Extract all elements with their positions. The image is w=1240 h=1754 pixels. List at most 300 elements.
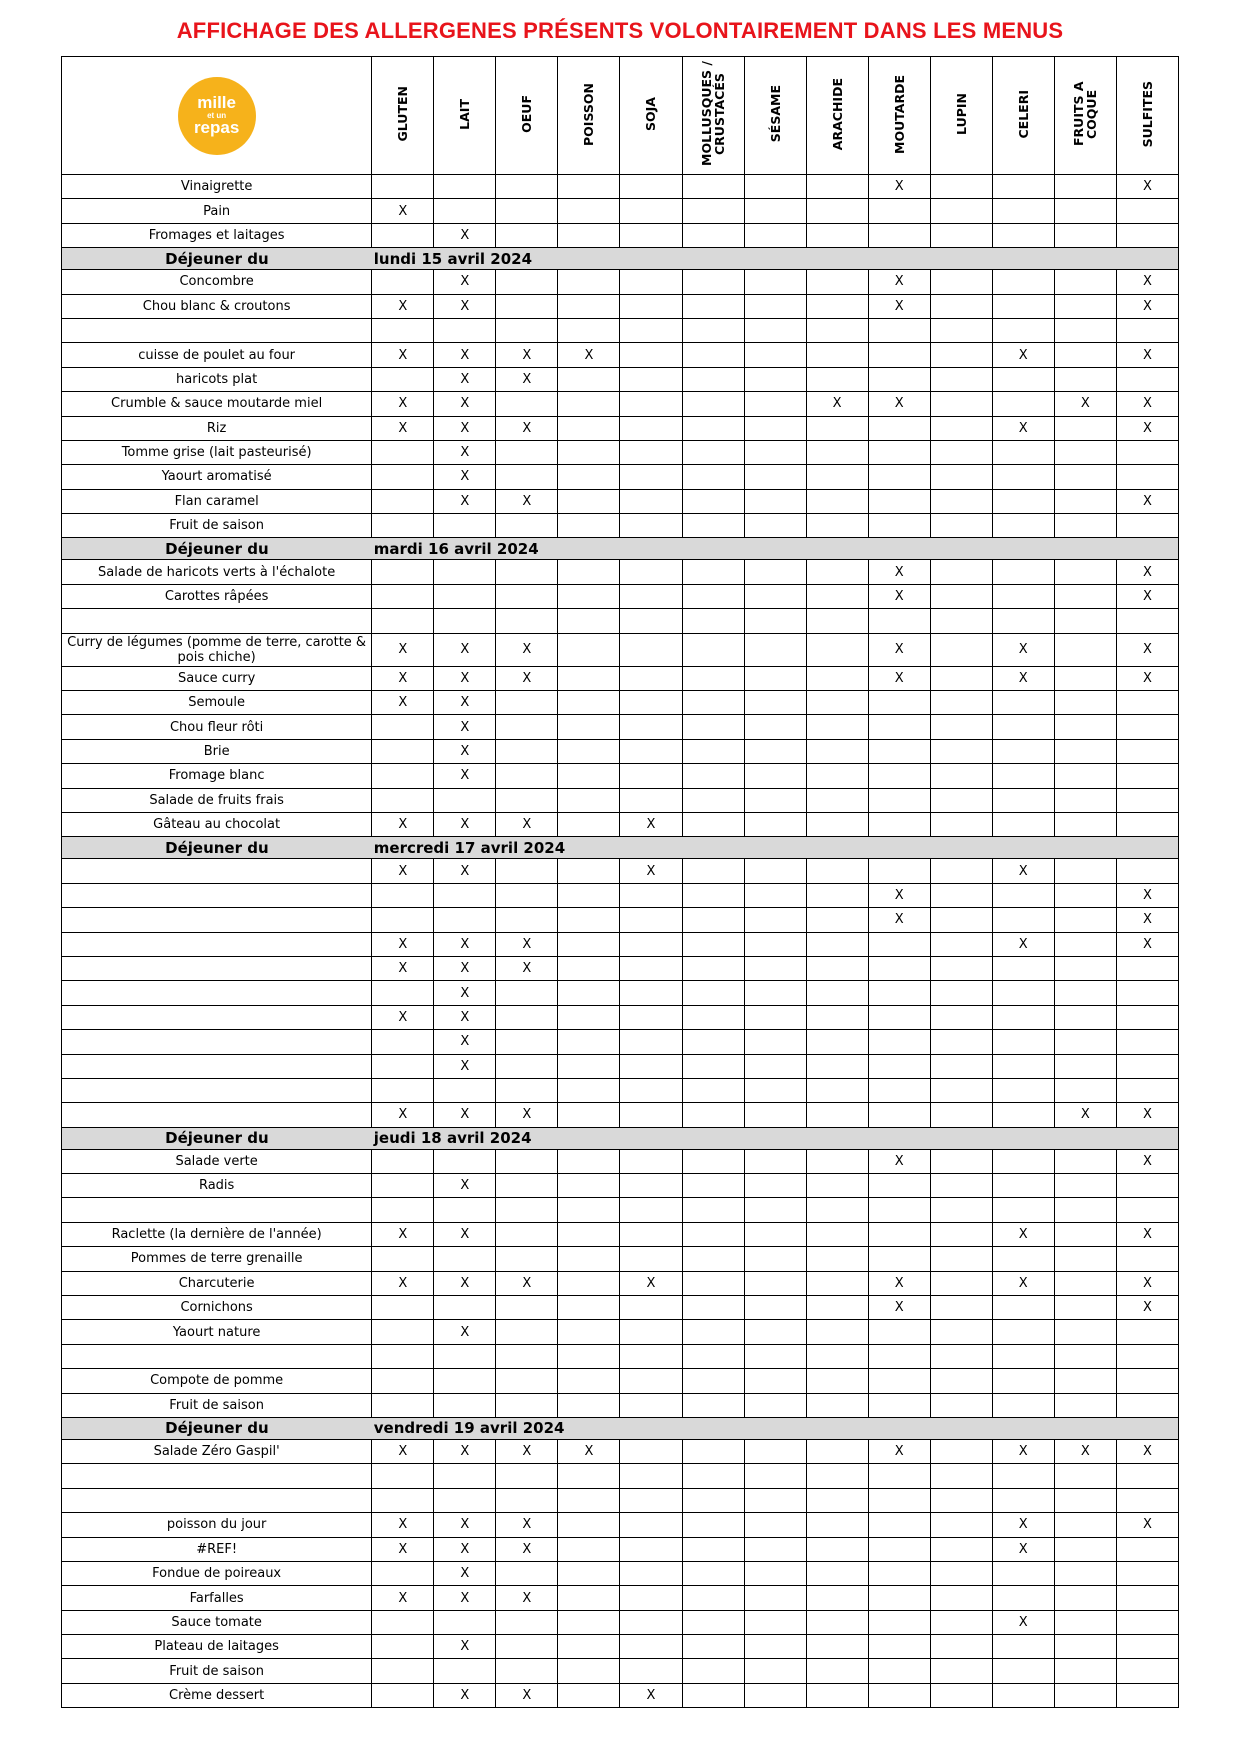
allergen-mark: X <box>434 1561 496 1585</box>
allergen-mark <box>558 270 620 294</box>
allergen-mark <box>1054 1320 1116 1344</box>
dish-name <box>62 956 372 980</box>
allergen-mark <box>806 666 868 690</box>
allergen-mark <box>620 666 682 690</box>
allergen-mark <box>868 1054 930 1078</box>
allergen-mark: X <box>992 1610 1054 1634</box>
allergen-mark <box>992 199 1054 223</box>
allergen-mark <box>620 1222 682 1246</box>
allergen-mark <box>992 788 1054 812</box>
allergen-mark <box>620 1561 682 1585</box>
allergen-mark <box>744 416 806 440</box>
allergen-header <box>930 57 992 175</box>
table-row <box>62 1513 1179 1537</box>
table-row <box>62 932 1179 956</box>
allergen-mark <box>496 584 558 608</box>
allergen-mark: X <box>372 416 434 440</box>
allergen-mark <box>930 270 992 294</box>
allergen-mark <box>930 440 992 464</box>
allergen-mark <box>372 1635 434 1659</box>
dish-name: Chou fleur rôti <box>62 715 372 739</box>
allergen-mark <box>1054 1393 1116 1417</box>
allergen-mark: X <box>1116 294 1178 318</box>
allergen-mark <box>496 1464 558 1488</box>
allergen-mark <box>434 908 496 932</box>
allergen-mark <box>372 560 434 584</box>
allergen-header <box>992 57 1054 175</box>
allergen-mark <box>806 1393 868 1417</box>
table-row <box>62 715 1179 739</box>
allergen-mark <box>1054 715 1116 739</box>
allergen-mark <box>682 416 744 440</box>
allergen-mark <box>1116 1683 1178 1707</box>
allergen-mark <box>620 489 682 513</box>
allergen-mark <box>558 1513 620 1537</box>
allergen-mark <box>1116 1393 1178 1417</box>
allergen-mark <box>744 956 806 980</box>
table-row <box>62 392 1179 416</box>
allergen-mark <box>992 1174 1054 1198</box>
allergen-mark <box>992 367 1054 391</box>
allergen-mark <box>1116 1488 1178 1512</box>
allergen-mark <box>496 1078 558 1102</box>
allergen-mark <box>1116 715 1178 739</box>
allergen-mark <box>372 883 434 907</box>
allergen-mark <box>682 1247 744 1271</box>
allergen-mark: X <box>1116 489 1178 513</box>
allergen-mark <box>744 223 806 247</box>
allergen-mark <box>992 691 1054 715</box>
allergen-mark <box>806 1320 868 1344</box>
allergen-mark: X <box>558 343 620 367</box>
allergen-mark <box>1116 440 1178 464</box>
dish-name <box>62 981 372 1005</box>
allergen-mark <box>372 1344 434 1368</box>
allergen-mark <box>1054 1222 1116 1246</box>
allergen-mark <box>992 392 1054 416</box>
allergen-mark <box>806 1030 868 1054</box>
allergen-mark <box>930 609 992 633</box>
allergen-mark <box>744 1054 806 1078</box>
allergen-mark <box>744 1005 806 1029</box>
allergen-mark <box>806 1078 868 1102</box>
dish-name: Salade de haricots verts à l'échalote <box>62 560 372 584</box>
allergen-mark <box>434 1369 496 1393</box>
allergen-mark <box>682 175 744 199</box>
allergen-mark <box>744 1078 806 1102</box>
allergen-header-label: LAIT <box>457 98 473 130</box>
allergen-mark <box>682 1320 744 1344</box>
allergen-mark <box>744 392 806 416</box>
allergen-mark: X <box>496 1513 558 1537</box>
allergen-mark <box>806 1488 868 1512</box>
allergen-mark <box>558 812 620 836</box>
allergen-mark <box>930 1030 992 1054</box>
allergen-mark <box>1116 1247 1178 1271</box>
allergen-mark <box>930 560 992 584</box>
dish-name: Charcuterie <box>62 1271 372 1295</box>
allergen-mark: X <box>434 1103 496 1127</box>
allergen-mark: X <box>434 1222 496 1246</box>
allergen-mark <box>1116 1537 1178 1561</box>
allergen-mark: X <box>1116 1439 1178 1463</box>
allergen-mark <box>620 199 682 223</box>
allergen-mark <box>992 1464 1054 1488</box>
allergen-mark <box>1116 367 1178 391</box>
allergen-mark <box>744 739 806 763</box>
allergen-mark <box>496 514 558 538</box>
allergen-mark <box>806 1537 868 1561</box>
table-row <box>62 691 1179 715</box>
allergen-mark <box>868 1198 930 1222</box>
dish-name <box>62 908 372 932</box>
dish-name <box>62 1030 372 1054</box>
allergen-mark <box>806 1198 868 1222</box>
allergen-mark: X <box>496 633 558 666</box>
allergen-mark <box>496 883 558 907</box>
allergen-mark <box>806 584 868 608</box>
allergen-mark <box>620 416 682 440</box>
allergen-mark <box>930 343 992 367</box>
allergen-mark <box>992 1586 1054 1610</box>
allergen-mark <box>868 1247 930 1271</box>
allergen-mark <box>744 318 806 342</box>
allergen-mark <box>682 1439 744 1463</box>
allergen-mark: X <box>372 1222 434 1246</box>
allergen-mark <box>1116 465 1178 489</box>
allergen-mark <box>620 1320 682 1344</box>
allergen-mark <box>992 270 1054 294</box>
table-row <box>62 609 1179 633</box>
allergen-mark <box>992 318 1054 342</box>
dish-name: Curry de légumes (pomme de terre, carotte & pois chiche) <box>62 633 372 666</box>
allergen-mark <box>806 691 868 715</box>
allergen-mark <box>930 1369 992 1393</box>
allergen-mark <box>558 609 620 633</box>
allergen-mark <box>372 1369 434 1393</box>
allergen-mark <box>620 1198 682 1222</box>
allergen-mark <box>372 1296 434 1320</box>
table-row <box>62 1561 1179 1585</box>
allergen-header <box>744 57 806 175</box>
allergen-mark: X <box>992 1439 1054 1463</box>
allergen-mark <box>1116 1659 1178 1683</box>
dish-name <box>62 1198 372 1222</box>
allergen-mark <box>992 908 1054 932</box>
allergen-mark <box>620 584 682 608</box>
allergen-mark <box>930 1513 992 1537</box>
allergen-mark: X <box>868 1439 930 1463</box>
allergen-mark <box>744 1464 806 1488</box>
allergen-mark <box>496 981 558 1005</box>
allergen-mark <box>496 1198 558 1222</box>
table-row <box>62 1247 1179 1271</box>
allergen-mark <box>372 1610 434 1634</box>
allergen-mark <box>744 1030 806 1054</box>
allergen-mark <box>682 859 744 883</box>
allergen-mark <box>1116 1635 1178 1659</box>
allergen-mark <box>744 1149 806 1173</box>
day-label: Déjeuner du <box>62 1127 372 1149</box>
allergen-mark <box>1116 1369 1178 1393</box>
allergen-mark <box>682 908 744 932</box>
table-row <box>62 1369 1179 1393</box>
allergen-mark <box>930 1054 992 1078</box>
allergen-mark <box>868 1103 930 1127</box>
table-row <box>62 1103 1179 1127</box>
allergen-mark <box>930 1635 992 1659</box>
dish-name: Chou blanc & croutons <box>62 294 372 318</box>
allergen-mark <box>372 175 434 199</box>
allergen-mark <box>1054 1149 1116 1173</box>
allergen-mark: X <box>434 1683 496 1707</box>
allergen-mark: X <box>868 560 930 584</box>
allergen-mark <box>620 392 682 416</box>
allergen-mark <box>434 1344 496 1368</box>
allergen-mark <box>806 270 868 294</box>
allergen-mark <box>1054 1610 1116 1634</box>
allergen-mark <box>1054 1030 1116 1054</box>
allergen-mark <box>372 715 434 739</box>
dish-name: Fromages et laitages <box>62 223 372 247</box>
allergen-mark <box>372 764 434 788</box>
allergen-mark: X <box>868 633 930 666</box>
allergen-mark: X <box>868 908 930 932</box>
allergen-mark <box>1054 1537 1116 1561</box>
allergen-header-label: GLUTEN <box>395 86 411 142</box>
allergen-mark <box>682 367 744 391</box>
allergen-mark: X <box>1116 1103 1178 1127</box>
allergen-mark <box>868 514 930 538</box>
dish-name: Salade Zéro Gaspil' <box>62 1439 372 1463</box>
allergen-mark <box>930 812 992 836</box>
dish-name: Pain <box>62 199 372 223</box>
allergen-mark <box>744 489 806 513</box>
allergen-mark: X <box>868 392 930 416</box>
allergen-mark <box>1116 739 1178 763</box>
allergen-mark <box>930 1488 992 1512</box>
allergen-mark: X <box>1116 932 1178 956</box>
table-row <box>62 1439 1179 1463</box>
allergen-mark: X <box>434 932 496 956</box>
allergen-mark: X <box>434 764 496 788</box>
dish-name: Farfalles <box>62 1586 372 1610</box>
dish-name: Salade verte <box>62 1149 372 1173</box>
allergen-mark <box>1054 1296 1116 1320</box>
allergen-mark <box>682 609 744 633</box>
allergen-mark <box>682 1683 744 1707</box>
allergen-mark <box>806 764 868 788</box>
allergen-mark <box>868 1222 930 1246</box>
allergen-mark <box>806 1222 868 1246</box>
table-row <box>62 859 1179 883</box>
allergen-mark <box>744 1369 806 1393</box>
table-row <box>62 343 1179 367</box>
allergen-mark <box>558 584 620 608</box>
allergen-mark <box>1054 932 1116 956</box>
allergen-mark <box>558 294 620 318</box>
allergen-mark <box>1054 175 1116 199</box>
allergen-mark: X <box>992 343 1054 367</box>
dish-name: Radis <box>62 1174 372 1198</box>
table-row <box>62 416 1179 440</box>
allergen-mark <box>558 1488 620 1512</box>
allergen-mark <box>558 715 620 739</box>
allergen-mark: X <box>992 666 1054 690</box>
day-label: Déjeuner du <box>62 248 372 270</box>
allergen-mark <box>558 1344 620 1368</box>
allergen-mark <box>930 514 992 538</box>
allergen-mark <box>1054 1464 1116 1488</box>
day-date: mercredi 17 avril 2024 <box>372 837 1179 859</box>
allergen-mark <box>992 489 1054 513</box>
allergen-mark <box>806 175 868 199</box>
allergen-mark: X <box>434 1271 496 1295</box>
day-header-row <box>62 1127 1179 1149</box>
dish-name: Yaourt nature <box>62 1320 372 1344</box>
allergen-mark <box>1054 1683 1116 1707</box>
allergen-mark: X <box>434 367 496 391</box>
allergen-mark <box>682 560 744 584</box>
allergen-mark: X <box>434 812 496 836</box>
allergen-mark: X <box>434 343 496 367</box>
allergen-mark <box>620 1078 682 1102</box>
allergen-mark <box>868 343 930 367</box>
allergen-mark <box>682 981 744 1005</box>
allergen-mark <box>930 1174 992 1198</box>
allergen-mark <box>620 1610 682 1634</box>
allergen-mark <box>806 981 868 1005</box>
allergen-mark <box>372 489 434 513</box>
allergen-mark <box>744 932 806 956</box>
allergen-mark <box>496 691 558 715</box>
dish-name: Plateau de laitages <box>62 1635 372 1659</box>
table-row <box>62 1610 1179 1634</box>
allergen-mark <box>992 1149 1054 1173</box>
allergen-header-label: MOUTARDE <box>891 74 907 154</box>
allergen-mark <box>1054 1635 1116 1659</box>
allergen-mark <box>682 1369 744 1393</box>
allergen-mark <box>620 270 682 294</box>
allergen-mark <box>682 666 744 690</box>
allergen-mark <box>744 1344 806 1368</box>
allergen-mark <box>1054 514 1116 538</box>
allergen-mark: X <box>434 223 496 247</box>
allergen-mark <box>992 440 1054 464</box>
allergen-mark <box>806 1659 868 1683</box>
allergen-mark <box>558 932 620 956</box>
allergen-mark <box>868 932 930 956</box>
allergen-mark <box>620 1393 682 1417</box>
allergen-mark: X <box>868 1296 930 1320</box>
allergen-mark: X <box>496 932 558 956</box>
dish-name <box>62 1054 372 1078</box>
allergen-mark: X <box>1054 392 1116 416</box>
allergen-mark <box>682 1659 744 1683</box>
allergen-mark: X <box>496 1537 558 1561</box>
allergen-mark <box>434 560 496 584</box>
allergen-mark <box>372 788 434 812</box>
allergen-mark <box>620 1464 682 1488</box>
allergen-mark <box>930 1464 992 1488</box>
allergen-mark <box>372 1030 434 1054</box>
allergen-mark <box>620 318 682 342</box>
allergen-mark: X <box>868 175 930 199</box>
allergen-mark <box>682 715 744 739</box>
allergen-mark <box>372 367 434 391</box>
dish-name: Pommes de terre grenaille <box>62 1247 372 1271</box>
allergen-mark <box>930 1222 992 1246</box>
allergen-mark <box>620 1513 682 1537</box>
allergen-mark <box>806 859 868 883</box>
allergen-mark <box>868 981 930 1005</box>
dish-name: haricots plat <box>62 367 372 391</box>
allergen-mark <box>1054 1488 1116 1512</box>
allergen-mark <box>806 416 868 440</box>
allergen-mark <box>1116 609 1178 633</box>
allergen-mark: X <box>372 859 434 883</box>
allergen-mark: X <box>372 666 434 690</box>
allergen-mark <box>806 1344 868 1368</box>
allergen-mark <box>434 883 496 907</box>
allergen-mark <box>930 859 992 883</box>
allergen-mark <box>496 1635 558 1659</box>
allergen-mark <box>868 1005 930 1029</box>
allergen-mark <box>1054 859 1116 883</box>
allergen-mark: X <box>1054 1103 1116 1127</box>
allergen-mark <box>930 1271 992 1295</box>
allergen-mark <box>372 1054 434 1078</box>
allergen-mark <box>806 465 868 489</box>
allergen-mark <box>682 514 744 538</box>
allergen-mark: X <box>1116 270 1178 294</box>
allergen-mark <box>558 1198 620 1222</box>
allergen-mark <box>682 1344 744 1368</box>
allergen-mark: X <box>1116 392 1178 416</box>
header-row <box>62 57 1179 175</box>
allergen-mark <box>744 1561 806 1585</box>
allergen-mark <box>930 908 992 932</box>
allergen-mark <box>620 1586 682 1610</box>
allergen-mark <box>1054 367 1116 391</box>
dish-name: Brie <box>62 739 372 763</box>
allergen-mark <box>744 270 806 294</box>
allergen-mark <box>806 1683 868 1707</box>
allergen-mark <box>806 1174 868 1198</box>
allergen-mark <box>930 318 992 342</box>
allergen-mark <box>992 609 1054 633</box>
allergen-mark: X <box>496 343 558 367</box>
allergen-mark <box>930 1296 992 1320</box>
allergen-mark <box>744 1222 806 1246</box>
allergen-mark <box>682 932 744 956</box>
allergen-mark <box>558 1271 620 1295</box>
allergen-mark <box>806 1561 868 1585</box>
table-row <box>62 465 1179 489</box>
allergen-mark <box>682 1005 744 1029</box>
allergen-mark <box>806 908 868 932</box>
allergen-mark <box>558 764 620 788</box>
allergen-header <box>496 57 558 175</box>
allergen-mark <box>930 691 992 715</box>
table-row <box>62 739 1179 763</box>
allergen-mark: X <box>868 584 930 608</box>
allergen-mark <box>682 1222 744 1246</box>
allergen-mark <box>1116 514 1178 538</box>
allergen-mark <box>992 1247 1054 1271</box>
allergen-mark <box>558 1174 620 1198</box>
dish-name: Gâteau au chocolat <box>62 812 372 836</box>
